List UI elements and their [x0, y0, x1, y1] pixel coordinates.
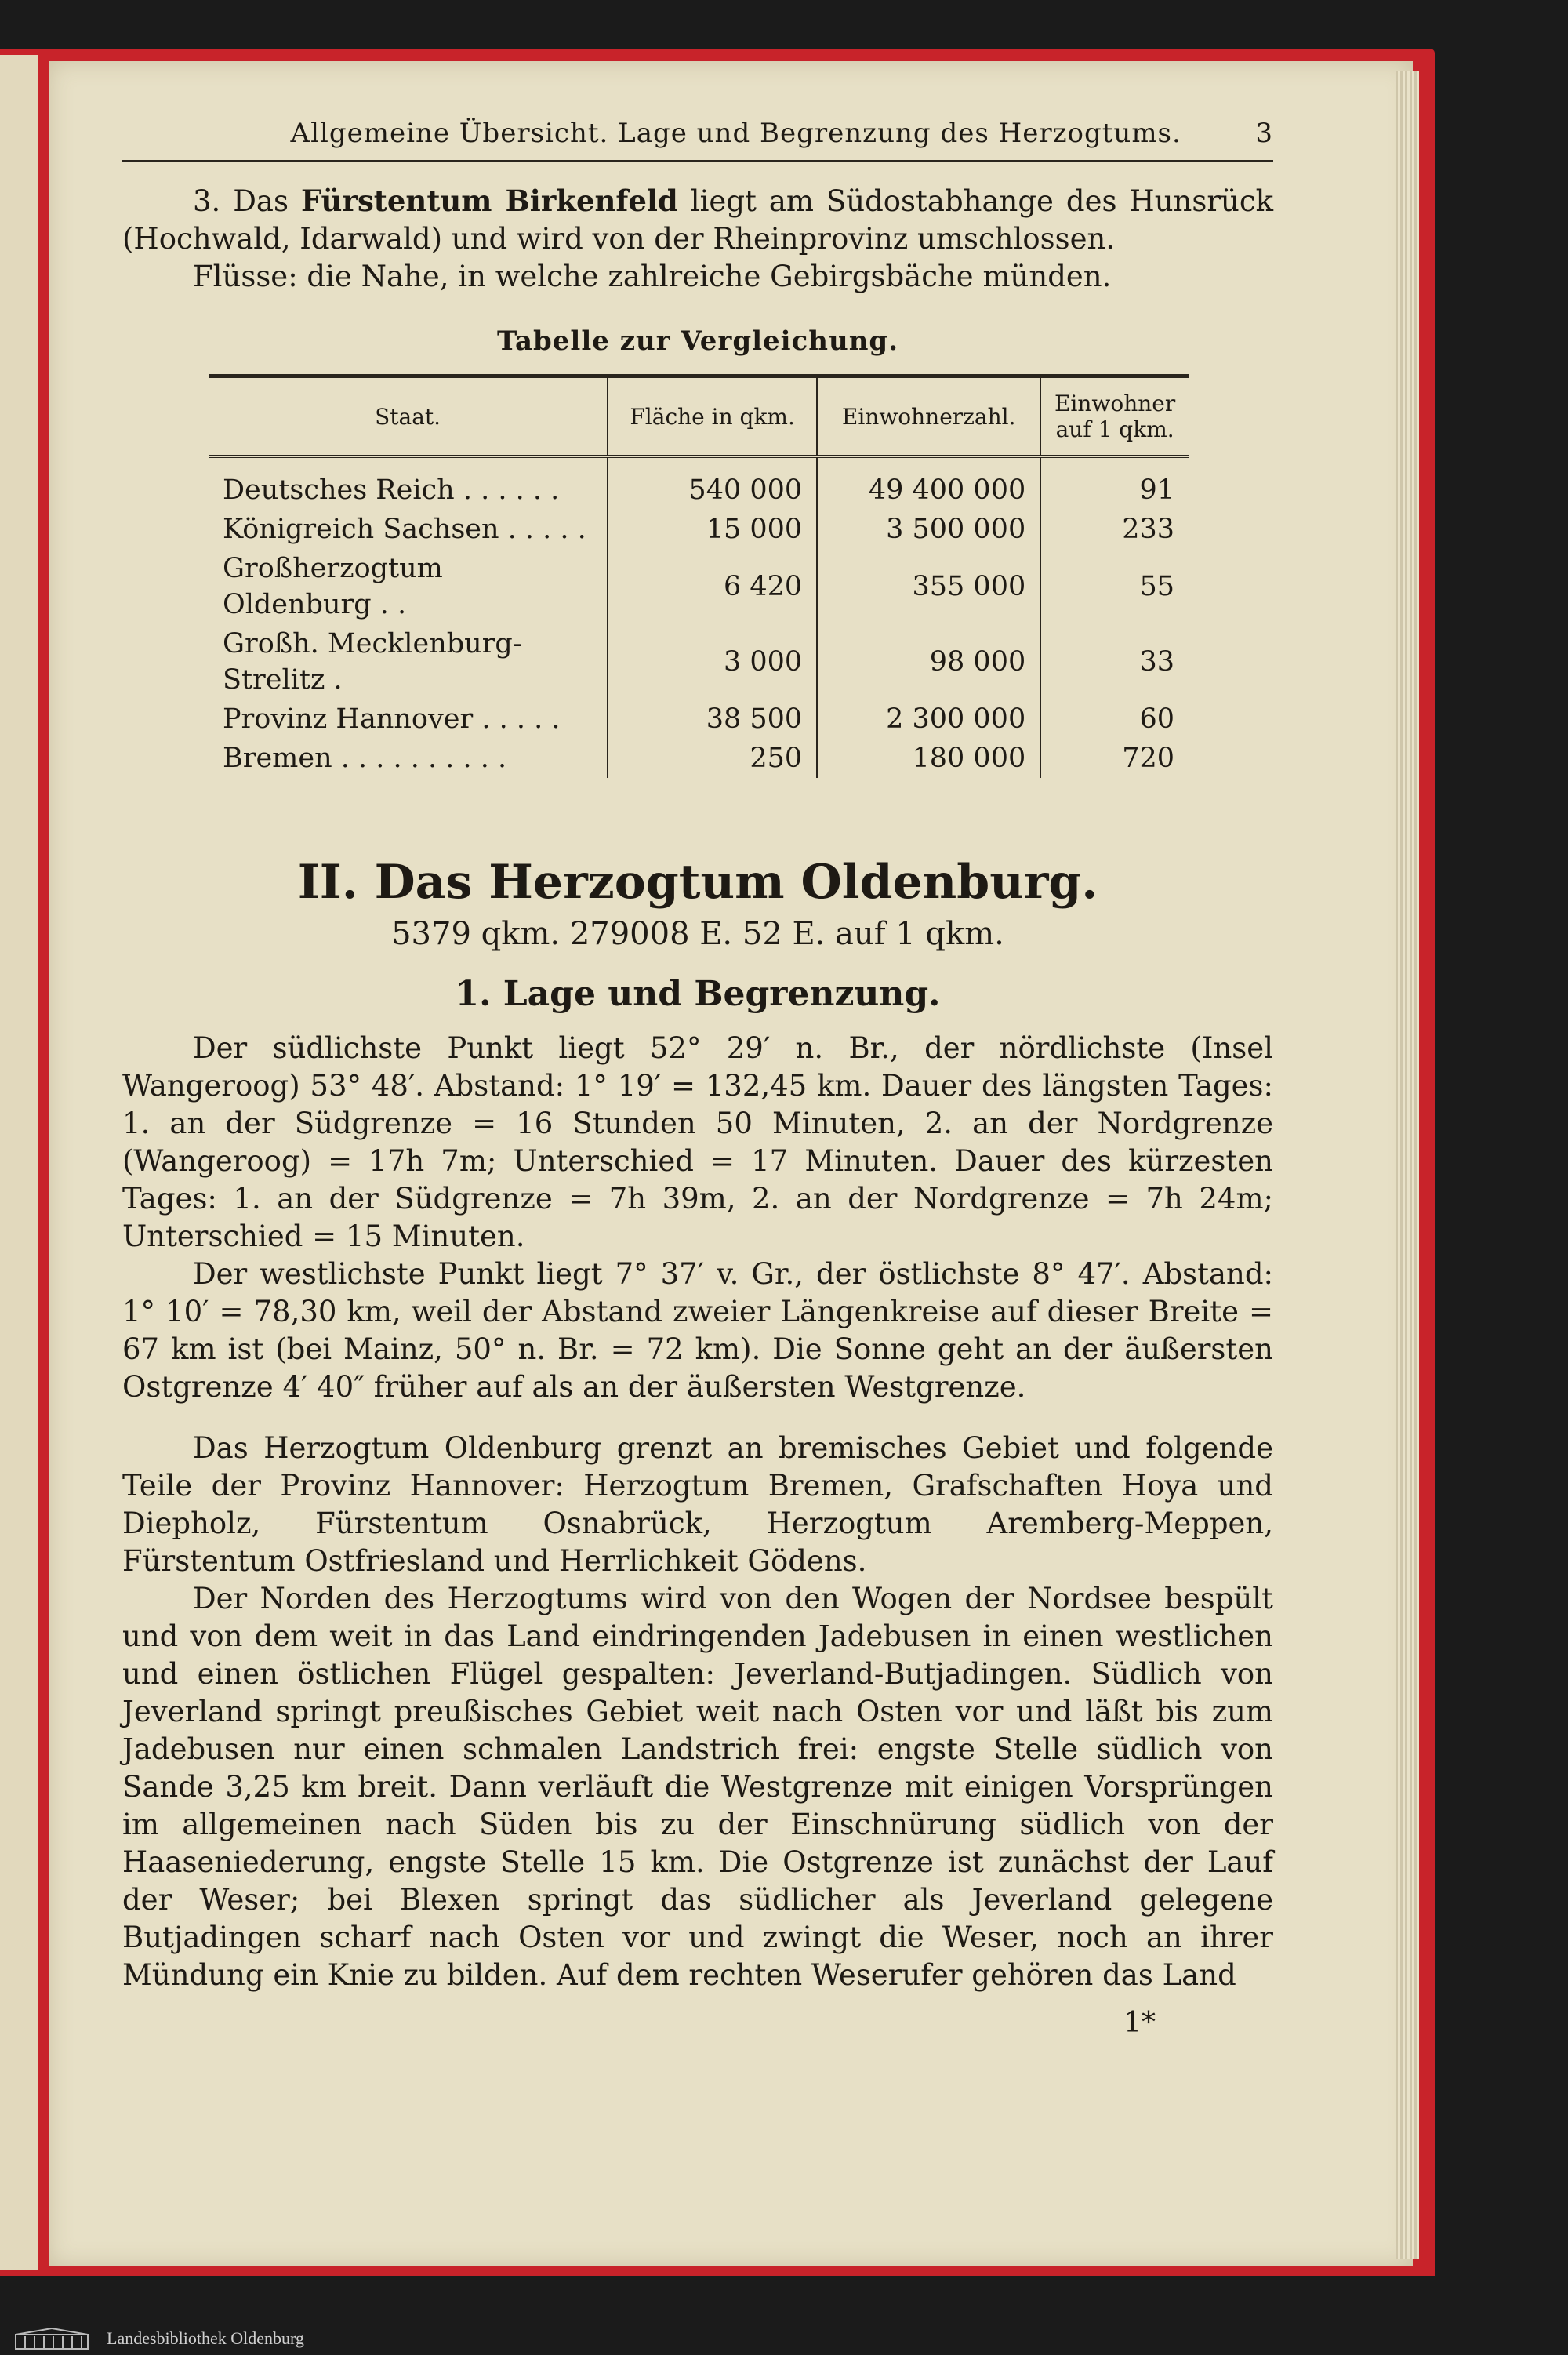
- comparison-table: [209, 374, 1189, 778]
- birkenfeld-paragraph: [122, 182, 1273, 258]
- subsection-heading: 1. Lage und Begrenzung.: [455, 974, 941, 1014]
- table-row: [209, 510, 1189, 549]
- table-caption: Tabelle zur Vergleichung.: [496, 325, 899, 357]
- birkenfeld-text: liegt am Südostabhange des Hunsrück (Hochwald, Idarwald) und wird von der Rheinprovinz umschlossen.: [122, 184, 1273, 256]
- section-stats: 5379 qkm. 279008 E. 52 E. auf 1 qkm.: [391, 916, 1004, 952]
- facing-page-edge: [0, 55, 38, 2270]
- column-header: Einwohnerzahl.: [817, 376, 1040, 457]
- table-row: [209, 739, 1189, 778]
- table-cell: 3 000: [608, 624, 817, 700]
- section-heading: II. Das Herzogtum Oldenburg.: [297, 855, 1098, 910]
- table-cell: 355 000: [817, 549, 1040, 624]
- table-row: [209, 549, 1189, 624]
- table-cell: 33: [1040, 624, 1189, 700]
- column-header: Fläche in qkm.: [608, 376, 817, 457]
- table-cell: 91: [1040, 456, 1189, 510]
- table-header-row: [209, 376, 1189, 457]
- table-cell: 38 500: [608, 700, 817, 739]
- page-edges: [1396, 71, 1419, 2259]
- paragraph-borders: Das Herzogtum Oldenburg grenzt an bremisches Gebiet und folgende Teile der Provinz Hannover: Herzogtum Bremen, Grafschaften Hoya und Diepholz, Fürstentum Osnabrück, Herzogtum Aremberg-Meppen, Fürstentum Ostfriesland und Herrlichkeit Gödens.: [122, 1431, 1273, 1578]
- table-cell: 233: [1040, 510, 1189, 549]
- paragraph-gap: [122, 1406, 1273, 1430]
- table-cell: Bremen . . . . . . . . . .: [223, 743, 507, 774]
- paragraph-north: Der Norden des Herzogtums wird von den Wogen der Nordsee bespült und von dem weit in das Land eindringenden Jadebusen in einen westlichen und einen östlichen Flügel gespalten: Jeverland-Butjadingen. Südlich von Jeverland springt preußisches Gebiet weit nach Osten vor und läßt bis zum Jadebusen nur einen schmalen Landstrich frei: engste Stelle südlich von Sande 3,25 km breit. Dann verläuft die Westgrenze mit einigen Vorsprüngen im allgemeinen nach Süden bis zu der Einschnürung südlich von der Haaseniederung, engste Stelle 15 km. Die Ostgrenze ist zunächst der Lauf der Weser; bei Blexen springt das südlicher als Jeverland gelegene Butjadingen scharf nach Osten vor und zwingt die Weser, noch an ihrer Mündung ein Knie zu bilden. Auf dem rechten Weserufer gehören das Land: [122, 1582, 1273, 1992]
- table-cell: 60: [1040, 700, 1189, 739]
- table-cell: 55: [1040, 549, 1189, 624]
- table-cell: 250: [608, 739, 817, 778]
- table-cell: 49 400 000: [817, 456, 1040, 510]
- table-row: [209, 456, 1189, 510]
- paragraph-longitude: Der westlichste Punkt liegt 7° 37′ v. Gr., der östlichste 8° 47′. Abstand: 1° 10′ = 78,30 km, weil der Abstand zweier Längenkreise auf dieser Breite = 67 km ist (bei Mainz, 50° n. Br. = 72 km). Die Sonne geht an der äußersten Ostgrenze 4′ 40″ früher auf als an der äußersten Westgrenze.: [122, 1257, 1273, 1404]
- table-cell: Großh. Mecklenburg-Strelitz .: [223, 628, 522, 696]
- paragraph-latitude: Der südlichste Punkt liegt 52° 29′ n. Br., der nördlichste (Insel Wangeroog) 53° 48′. Abstand: 1° 19′ = 132,45 km. Dauer des längsten Tages: 1. an der Südgrenze = 16 Stunden 50 Minuten, 2. an der Nordgrenze (Wangeroog) = 17h 7m; Unterschied = 17 Minuten. Dauer des kürzesten Tages: 1. an der Südgrenze = 7h 39m, 2. an der Nordgrenze = 7h 24m; Unterschied = 15 Minuten.: [122, 1031, 1273, 1253]
- table-cell: Provinz Hannover . . . . .: [223, 703, 561, 735]
- signature-mark: 1*: [1123, 2007, 1156, 2039]
- table-cell: 180 000: [817, 739, 1040, 778]
- birkenfeld-number: 3.: [193, 184, 221, 218]
- column-header: Staat.: [209, 376, 608, 457]
- table-cell: Deutsches Reich . . . . . .: [223, 474, 560, 506]
- table-row: [209, 624, 1189, 700]
- table-cell: Königreich Sachsen . . . . .: [223, 514, 586, 545]
- birkenfeld-lead: Das: [233, 184, 289, 218]
- table-cell: Großherzogtum Oldenburg . .: [223, 553, 443, 620]
- running-header: [122, 118, 1273, 162]
- page-content: [122, 118, 1273, 2039]
- library-footer-bar: [0, 2321, 1568, 2355]
- table-cell: 6 420: [608, 549, 817, 624]
- table-cell: 15 000: [608, 510, 817, 549]
- table-cell: 98 000: [817, 624, 1040, 700]
- birkenfeld-name: Fürstentum Birkenfeld: [300, 184, 678, 218]
- table-cell: 3 500 000: [817, 510, 1040, 549]
- birkenfeld-rivers: Flüsse: die Nahe, in welche zahlreiche Gebirgsbäche münden.: [193, 260, 1112, 293]
- library-building-icon: [13, 2327, 91, 2350]
- table-cell: 2 300 000: [817, 700, 1040, 739]
- column-header: Einwohner auf 1 qkm.: [1040, 376, 1189, 457]
- table-cell: 540 000: [608, 456, 817, 510]
- running-title: Allgemeine Übersicht. Lage und Begrenzung des Herzogtums.: [290, 118, 1181, 149]
- library-name: Landesbibliothek Oldenburg: [107, 2328, 304, 2348]
- table-cell: 720: [1040, 739, 1189, 778]
- table-row: [209, 700, 1189, 739]
- page-number: 3: [1255, 118, 1273, 149]
